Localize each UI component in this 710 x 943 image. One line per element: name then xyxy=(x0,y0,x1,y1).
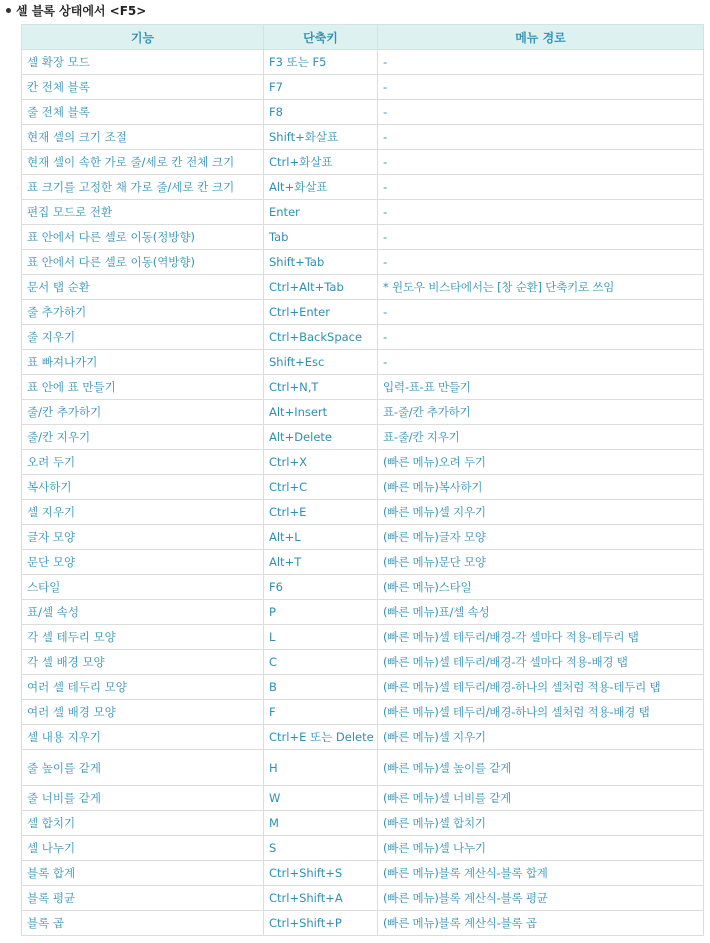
menu-path-cell: (빠른 메뉴)오려 두기 xyxy=(378,450,704,475)
function-cell: 문서 탭 순환 xyxy=(22,275,264,300)
menu-path-cell: 표-줄/칸 추가하기 xyxy=(378,400,704,425)
shortcut-cell: M xyxy=(264,811,378,836)
function-cell: 글자 모양 xyxy=(22,525,264,550)
menu-path-cell: - xyxy=(378,350,704,375)
header-menu-path: 메뉴 경로 xyxy=(378,25,704,50)
function-cell: 줄 전체 블록 xyxy=(22,100,264,125)
menu-path-cell: - xyxy=(378,75,704,100)
menu-path-cell: 입력-표-표 만들기 xyxy=(378,375,704,400)
table-row xyxy=(22,300,704,325)
menu-path-cell: (빠른 메뉴)셀 지우기 xyxy=(378,725,704,750)
menu-path-cell: (빠른 메뉴)셀 테두리/배경-각 셀마다 적용-배경 탭 xyxy=(378,650,704,675)
menu-path-cell: - xyxy=(378,100,704,125)
function-cell: 복사하기 xyxy=(22,475,264,500)
menu-path-cell: (빠른 메뉴)블록 계산식-블록 곱 xyxy=(378,911,704,936)
function-cell: 각 셀 배경 모양 xyxy=(22,650,264,675)
function-cell: 줄 높이를 같게 xyxy=(22,750,264,786)
shortcut-cell: F8 xyxy=(264,100,378,125)
menu-path-cell: (빠른 메뉴)셀 테두리/배경-하나의 셀처럼 적용-테두리 탭 xyxy=(378,675,704,700)
menu-path-cell: - xyxy=(378,125,704,150)
function-cell: 줄 지우기 xyxy=(22,325,264,350)
bullet-icon xyxy=(6,8,11,13)
function-cell: 표 안에서 다른 셀로 이동(역방향) xyxy=(22,250,264,275)
table-row xyxy=(22,550,704,575)
function-cell: 블록 합계 xyxy=(22,861,264,886)
shortcut-cell: F3 또는 F5 xyxy=(264,50,378,75)
shortcut-cell: Alt+L xyxy=(264,525,378,550)
shortcut-cell: S xyxy=(264,836,378,861)
menu-path-cell: (빠른 메뉴)셀 높이를 같게 xyxy=(378,750,704,786)
table-row xyxy=(22,150,704,175)
function-cell: 표 안에 표 만들기 xyxy=(22,375,264,400)
shortcut-cell: Shift+Tab xyxy=(264,250,378,275)
table-row xyxy=(22,525,704,550)
table-row xyxy=(22,450,704,475)
shortcut-cell: Ctrl+N,T xyxy=(264,375,378,400)
table-row xyxy=(22,175,704,200)
table-row xyxy=(22,400,704,425)
table-row xyxy=(22,275,704,300)
function-cell: 줄/칸 추가하기 xyxy=(22,400,264,425)
table-row xyxy=(22,600,704,625)
menu-path-cell: (빠른 메뉴)셀 테두리/배경-각 셀마다 적용-테두리 탭 xyxy=(378,625,704,650)
menu-path-cell: (빠른 메뉴)블록 계산식-블록 평균 xyxy=(378,886,704,911)
table-row xyxy=(22,836,704,861)
function-cell: 문단 모양 xyxy=(22,550,264,575)
shortcut-cell: L xyxy=(264,625,378,650)
shortcut-cell: Ctrl+Shift+A xyxy=(264,886,378,911)
menu-path-cell: (빠른 메뉴)셀 너비를 같게 xyxy=(378,786,704,811)
table-row xyxy=(22,125,704,150)
function-cell: 블록 평균 xyxy=(22,886,264,911)
menu-path-cell: (빠른 메뉴)셀 지우기 xyxy=(378,500,704,525)
table-row xyxy=(22,325,704,350)
table-row xyxy=(22,750,704,786)
shortcut-cell: Ctrl+화살표 xyxy=(264,150,378,175)
menu-path-cell: (빠른 메뉴)셀 나누기 xyxy=(378,836,704,861)
shortcut-cell: Enter xyxy=(264,200,378,225)
shortcut-cell: P xyxy=(264,600,378,625)
function-cell: 현재 셀의 크기 조절 xyxy=(22,125,264,150)
shortcut-cell: Ctrl+C xyxy=(264,475,378,500)
function-cell: 표/셀 속성 xyxy=(22,600,264,625)
table-row xyxy=(22,625,704,650)
table-row xyxy=(22,375,704,400)
shortcut-cell: B xyxy=(264,675,378,700)
table-row xyxy=(22,861,704,886)
shortcut-cell: Ctrl+Alt+Tab xyxy=(264,275,378,300)
table-row xyxy=(22,650,704,675)
function-cell: 줄 너비를 같게 xyxy=(22,786,264,811)
shortcut-cell: C xyxy=(264,650,378,675)
shortcut-cell: Shift+Esc xyxy=(264,350,378,375)
shortcut-cell: Ctrl+X xyxy=(264,450,378,475)
menu-path-cell: (빠른 메뉴)복사하기 xyxy=(378,475,704,500)
function-cell: 편집 모드로 전환 xyxy=(22,200,264,225)
function-cell: 셀 확장 모드 xyxy=(22,50,264,75)
shortcut-table xyxy=(21,24,704,936)
table-row xyxy=(22,225,704,250)
function-cell: 줄 추가하기 xyxy=(22,300,264,325)
menu-path-cell: (빠른 메뉴)셀 테두리/배경-하나의 셀처럼 적용-배경 탭 xyxy=(378,700,704,725)
function-cell: 표 빠져나가기 xyxy=(22,350,264,375)
shortcut-cell: Ctrl+Shift+S xyxy=(264,861,378,886)
shortcut-cell: F6 xyxy=(264,575,378,600)
menu-path-cell: - xyxy=(378,225,704,250)
table-row xyxy=(22,675,704,700)
menu-path-cell: 표-줄/칸 지우기 xyxy=(378,425,704,450)
table-row xyxy=(22,700,704,725)
shortcut-cell: Alt+T xyxy=(264,550,378,575)
function-cell: 표 크기를 고정한 채 가로 줄/세로 칸 크기 xyxy=(22,175,264,200)
shortcut-cell: Ctrl+BackSpace xyxy=(264,325,378,350)
function-cell: 셀 합치기 xyxy=(22,811,264,836)
shortcut-cell: Alt+Insert xyxy=(264,400,378,425)
shortcut-cell: F7 xyxy=(264,75,378,100)
header-shortcut: 단축키 xyxy=(264,25,378,50)
table-row xyxy=(22,425,704,450)
function-cell: 셀 내용 지우기 xyxy=(22,725,264,750)
function-cell: 블록 곱 xyxy=(22,911,264,936)
shortcut-cell: Alt+Delete xyxy=(264,425,378,450)
table-row xyxy=(22,575,704,600)
menu-path-cell: (빠른 메뉴)블록 계산식-블록 합계 xyxy=(378,861,704,886)
menu-path-cell: - xyxy=(378,325,704,350)
shortcut-cell: F xyxy=(264,700,378,725)
table-body xyxy=(22,50,704,936)
function-cell: 여러 셀 배경 모양 xyxy=(22,700,264,725)
menu-path-cell: - xyxy=(378,250,704,275)
shortcut-cell: Ctrl+Shift+P xyxy=(264,911,378,936)
table-row xyxy=(22,786,704,811)
shortcut-cell: Ctrl+E 또는 Delete xyxy=(264,725,378,750)
section-title-text: 셀 블록 상태에서 <F5> xyxy=(16,4,147,18)
menu-path-cell: (빠른 메뉴)스타일 xyxy=(378,575,704,600)
menu-path-cell: - xyxy=(378,175,704,200)
function-cell: 칸 전체 블록 xyxy=(22,75,264,100)
menu-path-cell: - xyxy=(378,200,704,225)
table-row xyxy=(22,50,704,75)
table-row xyxy=(22,75,704,100)
table-row xyxy=(22,475,704,500)
menu-path-cell: - xyxy=(378,150,704,175)
table-header-row xyxy=(22,25,704,50)
shortcut-cell: W xyxy=(264,786,378,811)
menu-path-cell: * 윈도우 비스타에서는 [창 순환] 단축키로 쓰임 xyxy=(378,275,704,300)
function-cell: 표 안에서 다른 셀로 이동(정방향) xyxy=(22,225,264,250)
table-row xyxy=(22,100,704,125)
shortcut-cell: H xyxy=(264,750,378,786)
table-row xyxy=(22,250,704,275)
shortcut-cell: Ctrl+Enter xyxy=(264,300,378,325)
table-row xyxy=(22,500,704,525)
menu-path-cell: - xyxy=(378,50,704,75)
shortcut-cell: Ctrl+E xyxy=(264,500,378,525)
function-cell: 여러 셀 테두리 모양 xyxy=(22,675,264,700)
table-row xyxy=(22,811,704,836)
function-cell: 각 셀 테두리 모양 xyxy=(22,625,264,650)
shortcut-cell: Shift+화살표 xyxy=(264,125,378,150)
menu-path-cell: (빠른 메뉴)글자 모양 xyxy=(378,525,704,550)
function-cell: 현재 셀이 속한 가로 줄/세로 칸 전체 크기 xyxy=(22,150,264,175)
function-cell: 오려 두기 xyxy=(22,450,264,475)
header-function: 기능 xyxy=(22,25,264,50)
table-row xyxy=(22,911,704,936)
function-cell: 스타일 xyxy=(22,575,264,600)
menu-path-cell: (빠른 메뉴)문단 모양 xyxy=(378,550,704,575)
function-cell: 줄/칸 지우기 xyxy=(22,425,264,450)
table-row xyxy=(22,725,704,750)
menu-path-cell: (빠른 메뉴)표/셀 속성 xyxy=(378,600,704,625)
table-row xyxy=(22,200,704,225)
shortcut-cell: Tab xyxy=(264,225,378,250)
function-cell: 셀 나누기 xyxy=(22,836,264,861)
shortcut-cell: Alt+화살표 xyxy=(264,175,378,200)
menu-path-cell: - xyxy=(378,300,704,325)
table-row xyxy=(22,350,704,375)
table-row xyxy=(22,886,704,911)
function-cell: 셀 지우기 xyxy=(22,500,264,525)
section-title xyxy=(6,2,146,20)
menu-path-cell: (빠른 메뉴)셀 합치기 xyxy=(378,811,704,836)
